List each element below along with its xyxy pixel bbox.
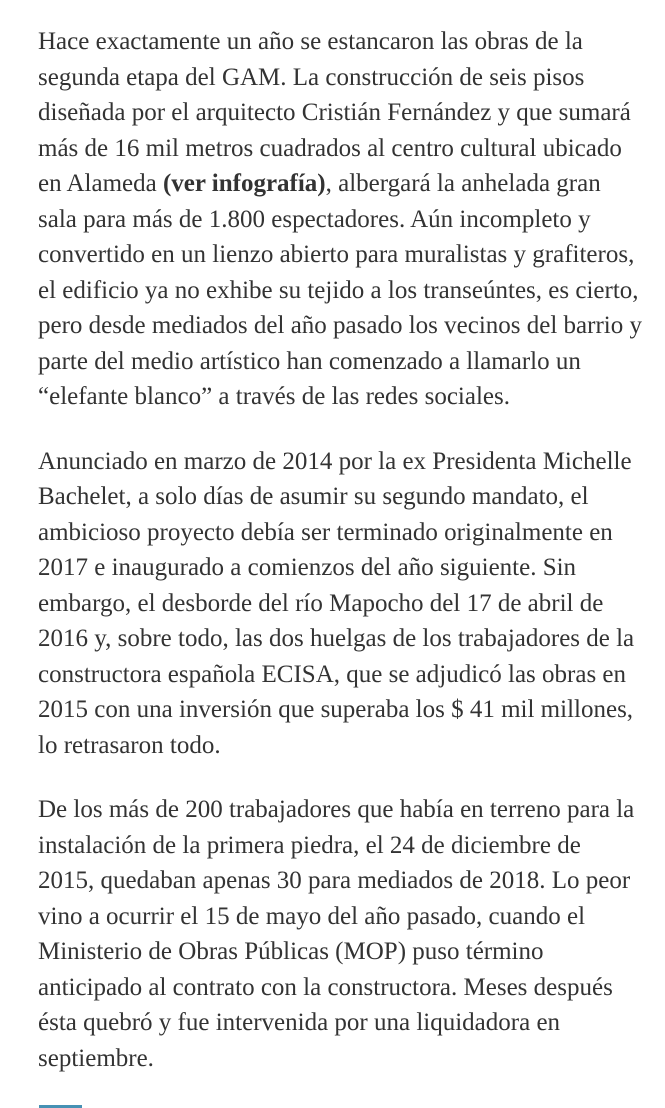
paragraph-text: De los más de 200 trabajadores que había en terreno para la instalación de la primera piedra, el 24 de diciembre de 2015, quedaban apenas 30 para mediados de 2018. Lo peor vino a ocurrir el 15 de mayo del año pasado, cuando el Ministerio de Obras Públicas (MOP) puso término anticipado al contrato con la constructora. Meses después ésta quebró y fue intervenida por una liquidadora en septiembre.	[38, 796, 635, 1072]
infographic-reference: (ver infografía)	[162, 170, 326, 197]
article-paragraph	[38, 444, 643, 764]
paragraph-text: Anunciado en marzo de 2014 por la ex Presidenta Michelle Bachelet, a solo días de asumir su segundo mandato, el ambicioso proyecto debía ser terminado originalmente en 2017 e inaugurado a comienzos del año siguiente. Sin embargo, el desborde del río Mapocho del 17 de abril de 2016 y, sobre todo, las dos huelgas de los trabajadores de la constructora española ECISA, que se adjudicó las obras en 2015 con una inversión que superaba los $ 41 mil millones, lo retrasaron todo.	[38, 447, 635, 759]
paragraph-text: , albergará la anhelada gran sala para más de 1.800 espectadores. Aún incompleto y convertido en un lienzo abierto para muralistas y grafiteros, el edificio ya no exhibe su tejido a los transeúntes, es cierto, pero desde mediados del año pasado los vecinos del barrio y parte del medio artístico han comenzado a llamarlo un “elefante blanco” a través de las redes sociales.	[38, 170, 642, 410]
article-paragraph	[38, 24, 643, 415]
article-paragraph	[38, 792, 643, 1076]
paragraph-text: Hace exactamente un año se estancaron las obras de la segunda etapa del GAM. La construcción de seis pisos diseñada por el arquitecto Cristián Fernández y que sumará más de 16 mil metros cuadrados al centro cultural ubicado en Alameda	[38, 28, 631, 197]
article-text	[38, 24, 643, 1076]
